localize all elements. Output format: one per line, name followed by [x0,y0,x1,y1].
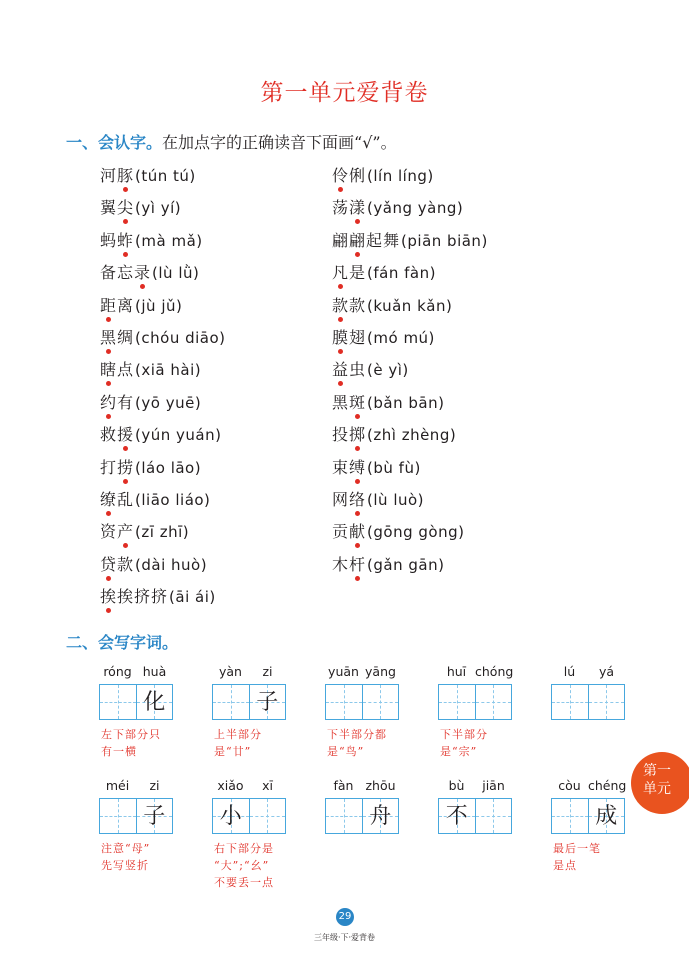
word-row [332,552,444,576]
dotted-character: 斑 [349,392,367,412]
word-row [332,357,409,381]
section-1-instruction: 在加点字的正确读音下面画“√”。 [162,133,397,152]
word-row [100,552,207,576]
tianzige-grid [325,684,399,720]
pinyin-options[interactable]: (gǎn gān) [367,555,445,574]
dotted-character: 凡 [332,263,350,283]
word-row [332,195,463,219]
tianzige-grid [212,684,286,720]
word-part: 备忘 [100,263,135,283]
word-row [100,260,199,284]
dotted-character: 掷 [349,425,367,445]
pinyin-syllable: xī [262,778,273,793]
pinyin-options[interactable]: (mó mú) [367,329,435,347]
word-row [332,163,434,187]
footer-text: 三年级·下·爱背卷 [313,933,376,942]
word-part: 投 [332,425,350,445]
word-part: 款 [117,554,135,574]
dotted-character: 伶 [332,166,350,185]
writing-cell[interactable] [362,799,399,833]
pinyin-options[interactable]: (xiā hài) [135,361,202,380]
dotted-character: 络 [349,490,367,509]
word-row [100,519,189,543]
unit-badge [631,752,689,814]
pinyin-label [212,778,286,794]
word-part: 木 [332,554,350,574]
pinyin-syllable: yāng [365,664,396,679]
pinyin-label [438,778,512,794]
pinyin-options[interactable]: (chóu diāo) [135,329,226,347]
writing-cell[interactable] [326,685,362,719]
pinyin-syllable: lú [563,664,576,679]
writing-tip: 上半部分 是“廿” [214,728,262,758]
word-part: 贡 [332,522,350,542]
dotted-character: 翩 [349,230,367,250]
writing-tip: 最后一笔 是点 [553,842,601,872]
pinyin-options[interactable]: (jù jǔ) [135,296,183,315]
word-row [100,455,201,479]
pinyin-options[interactable]: (yǎng yàng) [367,199,464,218]
pinyin-syllable: chéng [588,778,627,793]
dotted-character: 黑 [100,328,118,347]
dotted-character: 漾 [349,198,367,218]
word-row [100,584,216,608]
given-character: 舟 [369,804,392,829]
word-part: 黑 [332,392,350,412]
writing-cell[interactable] [439,685,475,719]
word-part: 俐 [349,166,367,185]
word-row [100,357,201,381]
writing-cell[interactable] [100,685,136,719]
word-part: 资 [100,522,118,542]
section-1-heading [66,130,397,153]
dotted-character: 缭 [100,490,118,509]
writing-tip: 下半部分都 是“鸟” [327,728,387,758]
section-2-heading [66,630,178,653]
given-character: 小 [219,804,242,829]
pinyin-options[interactable]: (bù fù) [367,458,421,477]
pinyin-options[interactable]: (gōng gòng) [367,523,465,542]
word-row [100,325,226,349]
pinyin-options[interactable]: (zī zhī) [135,523,190,542]
word-part: 离 [117,295,135,315]
dotted-character: 豚 [117,166,135,185]
word-row [100,390,201,414]
writing-tip: 左下部分只 有一横 [101,728,161,758]
tianzige-grid [438,684,512,720]
pinyin-options[interactable]: (piān biān) [401,231,488,250]
given-character: 子 [143,804,166,829]
dotted-character: 距 [100,295,118,315]
word-part: 荡 [332,198,350,218]
word-row [332,519,464,543]
dotted-character: 尖 [117,198,135,218]
pinyin-options[interactable]: (āi ái) [169,588,216,607]
section-2-name: 会写字词。 [98,633,179,652]
writing-cell[interactable] [136,685,173,719]
word-row [332,422,456,446]
word-row [332,260,436,284]
writing-cell[interactable] [552,685,588,719]
word-part: 款 [349,295,367,315]
dotted-character: 贷 [100,554,118,574]
pinyin-options[interactable]: (láo lāo) [135,458,202,477]
pinyin-options[interactable]: (yì yí) [135,199,182,218]
given-character: 不 [445,804,468,829]
word-row [332,455,421,479]
pinyin-label [551,778,625,794]
pinyin-syllable: róng [103,664,132,679]
dotted-character: 产 [117,522,135,542]
writing-cell[interactable] [362,685,399,719]
pinyin-options[interactable]: (dài huò) [135,555,208,574]
pinyin-syllable: xiǎo [217,778,244,793]
writing-cell[interactable] [100,799,136,833]
pinyin-options[interactable]: (lù luò) [367,491,425,509]
pinyin-syllable: huà [142,664,167,679]
dotted-character: 款 [332,295,350,315]
word-part: 救 [100,425,118,445]
writing-cell[interactable] [588,799,625,833]
pinyin-label [99,778,173,794]
word-row [332,487,424,511]
pinyin-syllable: bù [448,778,465,793]
writing-tip: 右下部分是 “大”;“幺” 不要丢一点 [214,842,274,889]
word-row [100,163,196,187]
word-part: 乱 [117,490,135,509]
word-part: 河 [100,166,118,185]
writing-cell[interactable] [213,685,249,719]
pinyin-options[interactable]: (lín líng) [367,167,434,185]
word-row [100,422,221,446]
pinyin-options[interactable]: (bǎn bān) [367,393,445,412]
page-title: 第一单元爱背卷 [260,80,429,106]
writing-cell[interactable] [136,799,173,833]
pinyin-options[interactable]: (yō yuē) [135,393,202,412]
writing-cell[interactable] [213,799,249,833]
pinyin-syllable: zi [149,778,160,793]
dotted-character: 缚 [349,457,367,477]
pinyin-label [325,778,399,794]
word-part: 打 [100,457,118,477]
given-character: 化 [143,690,166,715]
pinyin-options[interactable]: (lù lǜ) [152,264,200,283]
unit-badge-line2: 单元 [643,781,671,797]
pinyin-syllable: yàn [219,664,242,679]
pinyin-syllable: zhōu [365,778,396,793]
writing-cell[interactable] [249,799,286,833]
dotted-character: 益 [332,360,350,380]
writing-cell[interactable] [588,685,625,719]
word-row [100,487,210,511]
word-part: 是 [349,263,367,283]
writing-tip: 注意“母” 先写竖折 [101,842,151,872]
given-character: 子 [256,690,279,715]
dotted-character: 蚱 [117,230,135,250]
writing-cell[interactable] [439,799,475,833]
pinyin-label [325,664,399,680]
pinyin-syllable: yuān [328,664,359,679]
writing-cell[interactable] [552,799,588,833]
pinyin-syllable: zi [262,664,273,679]
writing-tip: 下半部分 是“宗” [440,728,488,758]
word-part: 网 [332,490,350,509]
pinyin-options[interactable]: (tún tú) [135,167,196,185]
word-part: 蚂 [100,230,118,250]
writing-cell[interactable] [326,799,362,833]
section-2-number: 二、 [66,633,99,652]
word-row [332,390,444,414]
pinyin-syllable: yá [598,664,615,679]
word-part: 绸 [117,328,135,347]
word-row [100,228,203,252]
writing-cell[interactable] [475,685,512,719]
word-part: 翼 [100,198,118,218]
writing-cell[interactable] [475,799,512,833]
word-part: 翅 [349,328,367,347]
dotted-character: 杆 [349,554,367,574]
word-part: 有 [117,392,135,412]
dotted-character: 捞 [117,457,135,477]
pinyin-syllable: còu [558,778,581,793]
given-character: 成 [595,804,618,829]
dotted-character: 膜 [332,328,350,347]
pinyin-label [212,664,286,680]
word-row [332,325,435,349]
pinyin-syllable: huī [446,664,467,679]
pinyin-syllable: méi [105,778,130,793]
tianzige-grid [99,798,173,834]
tianzige-grid [551,684,625,720]
pinyin-options[interactable]: (yún yuán) [135,426,222,445]
word-row [100,195,181,219]
word-part: 起舞 [366,230,401,250]
section-1-number: 一、 [66,133,99,152]
pinyin-options[interactable]: (liāo liáo) [135,491,211,509]
section-1-name: 会认字。 [98,133,163,152]
pinyin-options[interactable]: (mà mǎ) [135,231,203,250]
pinyin-label [99,664,173,680]
dotted-character: 挨 [100,587,118,607]
word-row [332,228,488,252]
pinyin-options[interactable]: (fán fàn) [367,264,436,283]
dotted-character: 约 [100,392,118,412]
tianzige-grid [438,798,512,834]
pinyin-label [438,664,512,680]
dotted-character: 瞎 [100,360,118,380]
tianzige-grid [551,798,625,834]
word-part: 束 [332,457,350,477]
page-number: 29 [336,908,354,926]
pinyin-syllable: jiān [482,778,505,793]
dotted-character: 援 [117,425,135,445]
dotted-character: 献 [349,522,367,542]
pinyin-syllable: fàn [333,778,354,793]
word-part: 挨挤挤 [117,587,169,607]
unit-badge-line1: 第一 [643,763,671,779]
tianzige-grid [99,684,173,720]
tianzige-grid [212,798,286,834]
pinyin-options[interactable]: (zhì zhèng) [367,426,457,445]
word-row [332,293,452,317]
pinyin-syllable: chóng [475,664,514,679]
pinyin-options[interactable]: (è yì) [367,361,409,380]
word-part: 虫 [349,360,367,380]
dotted-character: 录 [134,263,152,283]
word-part: 翩 [332,230,350,250]
pinyin-options[interactable]: (kuǎn kǎn) [367,296,453,315]
writing-cell[interactable] [249,685,286,719]
tianzige-grid [325,798,399,834]
word-part: 点 [117,360,135,380]
pinyin-label [551,664,625,680]
word-row [100,293,182,317]
